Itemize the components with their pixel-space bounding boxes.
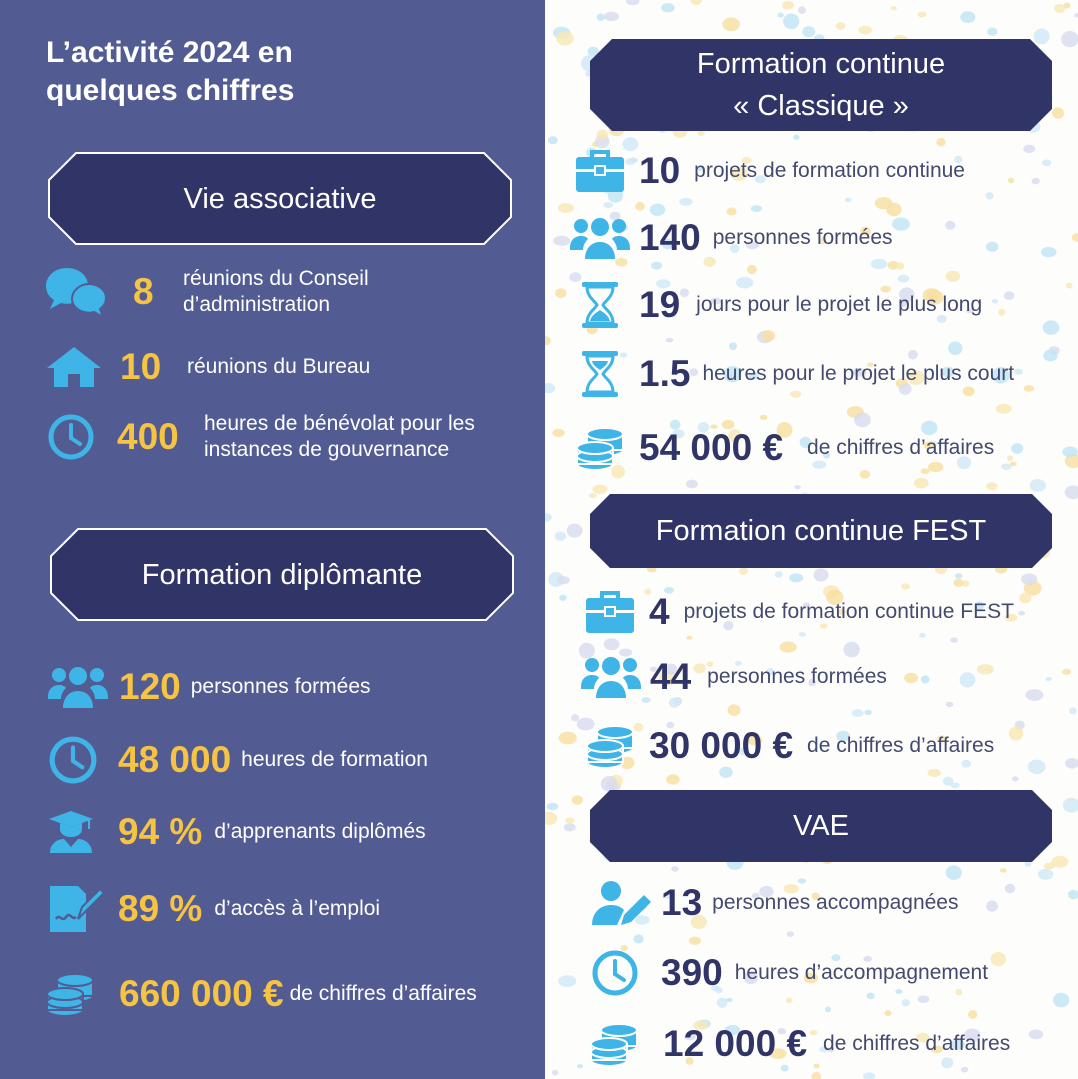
chat-bubbles-icon (45, 266, 107, 318)
stat-label: de chiffres d’affaires (807, 734, 995, 757)
banner-line-2: « Classique » (733, 90, 909, 122)
stat-label: personnes formées (712, 226, 893, 249)
people-icon (569, 216, 631, 260)
coins-icon (589, 1020, 639, 1068)
stat-label: personnes formées (707, 665, 887, 688)
stat-value: 10 (120, 346, 162, 387)
stat-row-ca-fest (585, 722, 994, 770)
clock-icon (47, 413, 95, 461)
right-panel (545, 0, 1078, 1079)
stat-value: 13 (661, 882, 703, 923)
banner-formation-fest-label: Formation continue FEST (655, 515, 987, 547)
stat-value: 44 (650, 656, 692, 697)
stat-label: heures de bénévolat pour les instances de gouvernance (204, 412, 475, 461)
stat-row-emploi (48, 885, 380, 933)
stat-label: jours pour le projet le plus long (696, 293, 983, 316)
user-edit-icon (591, 880, 653, 926)
stat-label: réunions du Conseil d’administration (183, 267, 369, 316)
banner-vae (590, 790, 1052, 862)
stat-label: personnes formées (190, 675, 371, 698)
stat-value: 1.5 (639, 353, 691, 394)
clock-icon (591, 949, 639, 997)
stat-row-projets-classique (575, 149, 965, 193)
stat-value: 10 (639, 150, 681, 191)
stat-value: 30 000 € (649, 725, 794, 766)
stat-row-ca-vae (589, 1020, 1010, 1068)
stat-label: de chiffres d’affaires (823, 1032, 1011, 1055)
stat-row-personnes-vae (591, 880, 959, 926)
coins-icon (575, 424, 625, 472)
stat-row-personnes-classique (569, 216, 893, 260)
stat-value: 120 (119, 666, 181, 707)
stat-value: 8 (133, 271, 154, 312)
stat-row-ca-diplomante (45, 970, 477, 1018)
people-icon (47, 665, 109, 709)
stat-row-reunions-bureau (46, 346, 370, 388)
banner-vae-label: VAE (793, 810, 849, 842)
stat-row-projet-court (579, 350, 1014, 398)
stat-value: 54 000 € (639, 427, 784, 468)
banner-formation-fest (590, 494, 1052, 568)
stat-row-heures-vae (591, 949, 988, 997)
stat-label: projets de formation continue FEST (683, 600, 1014, 623)
stat-value: 89 % (118, 888, 203, 929)
stat-row-ca-classique (575, 424, 994, 472)
stat-value: 660 000 € (119, 973, 284, 1014)
stat-value: 400 (117, 416, 179, 457)
clock-icon (48, 735, 98, 785)
briefcase-icon (585, 590, 635, 634)
hourglass-start-icon (579, 350, 621, 398)
stat-row-projet-long (579, 281, 982, 329)
stat-row-projets-fest (585, 590, 1014, 634)
stat-row-reunions-ca (45, 266, 413, 318)
stat-value: 94 % (118, 811, 203, 852)
stat-row-heures-formation (48, 735, 428, 785)
stat-row-benevolat (47, 411, 514, 463)
coins-icon (585, 722, 635, 770)
stat-label: d’apprenants diplômés (214, 820, 426, 843)
graduate-icon (48, 810, 94, 854)
stat-label: heures pour le projet le plus court (702, 362, 1015, 385)
banner-formation-diplomante-label: Formation diplômante (141, 558, 423, 591)
stat-value: 48 000 (118, 739, 232, 780)
stat-value: 4 (649, 591, 670, 632)
stat-value: 19 (639, 284, 681, 325)
home-icon (46, 346, 102, 388)
banner-formation-classique (590, 39, 1052, 131)
stat-label: d’accès à l’emploi (214, 897, 381, 920)
stat-row-personnes-formees (47, 665, 371, 709)
stat-row-diplomes (48, 810, 426, 854)
banner-line-1: Formation continue (696, 48, 946, 80)
briefcase-icon (575, 149, 625, 193)
stat-label: de chiffres d’affaires (807, 436, 995, 459)
stat-label: projets de formation continue (694, 159, 965, 182)
stat-label: de chiffres d’affaires (289, 982, 477, 1005)
contract-signature-icon (48, 885, 104, 933)
people-icon (580, 655, 642, 699)
stat-row-personnes-fest (580, 655, 887, 699)
stat-label: heures de formation (241, 748, 428, 771)
stat-value: 390 (661, 952, 723, 993)
hourglass-end-icon (579, 281, 621, 329)
banner-formation-diplomante (50, 528, 514, 621)
stat-label: personnes accompagnées (712, 891, 959, 914)
stat-value: 12 000 € (663, 1023, 808, 1064)
stat-value: 140 (639, 217, 701, 258)
banner-vie-associative (48, 152, 512, 245)
page-title: L’activité 2024 en quelques chiffres (46, 36, 295, 107)
stat-label: heures d’accompagnement (734, 961, 989, 984)
banner-formation-classique-label (697, 43, 945, 127)
stat-label: réunions du Bureau (187, 355, 371, 378)
coins-icon (45, 970, 95, 1018)
banner-vie-associative-label: Vie associative (183, 182, 377, 215)
